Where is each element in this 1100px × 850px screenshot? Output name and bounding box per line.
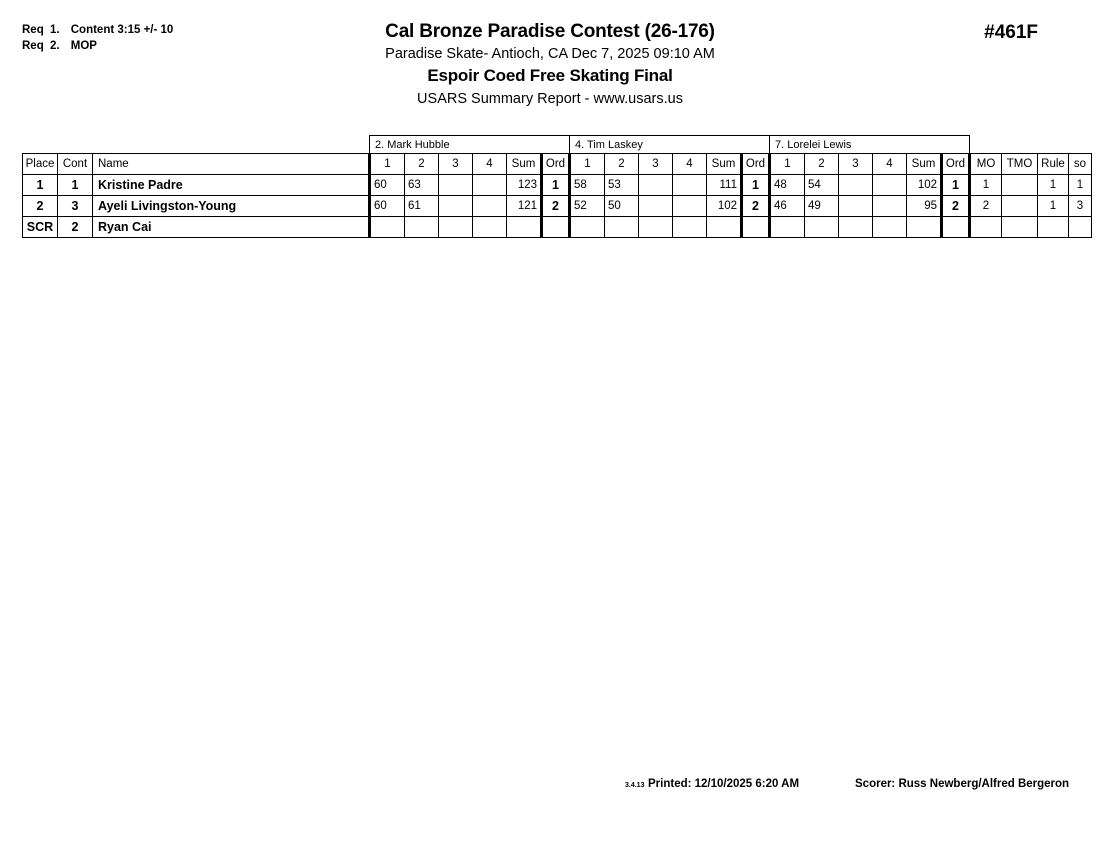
header-j1-mark-3: 3 [439,154,473,175]
cell-j1-mark-2: 61 [405,196,439,217]
cell-tmo [1002,175,1038,196]
cell-j2-mark-1 [570,217,605,238]
judge-name-2: 4. Tim Laskey [570,136,770,154]
cell-j3-mark-1 [770,217,805,238]
cell-so: 3 [1069,196,1092,217]
header-j2-mark-2: 2 [605,154,639,175]
cell-j3-mark-3 [839,217,873,238]
cell-j3-mark-3 [839,175,873,196]
spacer-cell [970,136,1002,154]
cell-mo: 2 [970,196,1002,217]
table-row [23,196,1092,217]
cell-rule: 1 [1038,196,1069,217]
header-place: Place [23,154,58,175]
header-rule: Rule [1038,154,1069,175]
requirement-number: 2. [49,40,60,52]
cell-j2-ord: 1 [742,175,770,196]
header-j1-sum: Sum [507,154,542,175]
cell-j3-mark-1: 46 [770,196,805,217]
cell-j3-sum [907,217,942,238]
spacer-cell [1002,136,1038,154]
document-header [0,20,1100,110]
judge-header-row [23,136,1092,154]
cell-j1-mark-4 [473,196,507,217]
header-j3-sum: Sum [907,154,942,175]
header-j1-mark-4: 4 [473,154,507,175]
header-j3-mark-3: 3 [839,154,873,175]
header-cont: Cont [58,154,93,175]
cell-j3-ord: 1 [942,175,970,196]
cell-j3-mark-2 [805,217,839,238]
document-id: #461F [984,22,1038,43]
header-j3-ord: Ord [942,154,970,175]
cell-j2-ord [742,217,770,238]
cell-j1-mark-1 [370,217,405,238]
cell-j2-sum: 102 [707,196,742,217]
cell-j1-mark-3 [439,217,473,238]
cell-j3-mark-2: 49 [805,196,839,217]
header-j2-ord: Ord [742,154,770,175]
cell-j1-mark-1: 60 [370,175,405,196]
contest-title: Cal Bronze Paradise Contest (26-176) [385,21,715,42]
cell-j2-mark-1: 52 [570,196,605,217]
cell-j1-ord: 1 [542,175,570,196]
cell-j3-mark-3 [839,196,873,217]
cell-j1-mark-4 [473,175,507,196]
judge-name-1: 2. Mark Hubble [370,136,570,154]
cell-j3-sum: 95 [907,196,942,217]
header-j3-mark-4: 4 [873,154,907,175]
header-j2-mark-1: 1 [570,154,605,175]
judge-name-3: 7. Lorelei Lewis [770,136,970,154]
cell-j2-mark-2 [605,217,639,238]
cell-mo [970,217,1002,238]
cell-place: 2 [23,196,58,217]
column-header-row [23,154,1092,175]
header-name: Name [93,154,370,175]
cell-rule [1038,217,1069,238]
cell-j3-sum: 102 [907,175,942,196]
cell-j2-mark-2: 53 [605,175,639,196]
header-j2-mark-3: 3 [639,154,673,175]
header-j1-ord: Ord [542,154,570,175]
cell-j1-mark-3 [439,196,473,217]
header-j1-mark-1: 1 [370,154,405,175]
cell-cont: 1 [58,175,93,196]
cell-mo: 1 [970,175,1002,196]
cell-j2-mark-2: 50 [605,196,639,217]
cell-j1-mark-4 [473,217,507,238]
cell-j2-sum [707,217,742,238]
cell-j1-sum: 121 [507,196,542,217]
cell-j3-mark-1: 48 [770,175,805,196]
cell-j1-ord [542,217,570,238]
header-j3-mark-2: 2 [805,154,839,175]
results-table [22,135,1092,238]
cell-name: Ryan Cai [93,217,370,238]
cell-j1-mark-2 [405,217,439,238]
cell-tmo [1002,196,1038,217]
table-row [23,217,1092,238]
cell-j3-mark-4 [873,196,907,217]
cell-j3-mark-4 [873,175,907,196]
header-mo: MO [970,154,1002,175]
requirement-label: Req [22,24,44,36]
cell-j3-mark-2: 54 [805,175,839,196]
table-row [23,175,1092,196]
cell-j2-mark-3 [639,175,673,196]
cell-j2-mark-4 [673,196,707,217]
cell-place: SCR [23,217,58,238]
spacer-cell [93,136,370,154]
cell-j2-sum: 111 [707,175,742,196]
header-j2-mark-4: 4 [673,154,707,175]
cell-j1-mark-1: 60 [370,196,405,217]
spacer-cell [23,136,58,154]
spacer-cell [1038,136,1069,154]
report-subtitle: USARS Summary Report - www.usars.us [417,91,683,107]
requirement-text: MOP [70,40,97,52]
requirement-label: Req [22,40,44,52]
cell-cont: 2 [58,217,93,238]
spacer-cell [58,136,93,154]
scorer-text: Scorer: Russ Newberg/Alfred Bergeron [855,778,1070,790]
requirement-text: Content 3:15 +/- 10 [70,24,174,36]
cell-so [1069,217,1092,238]
cell-j2-ord: 2 [742,196,770,217]
header-j2-sum: Sum [707,154,742,175]
cell-place: 1 [23,175,58,196]
cell-rule: 1 [1038,175,1069,196]
cell-j1-mark-2: 63 [405,175,439,196]
cell-j1-sum [507,217,542,238]
printed-text: Printed: 12/10/2025 6:20 AM [648,778,800,790]
venue-datetime: Paradise Skate- Antioch, CA Dec 7, 2025 09:10 AM [385,46,715,62]
cell-so: 1 [1069,175,1092,196]
cell-j2-mark-3 [639,217,673,238]
cell-j1-sum: 123 [507,175,542,196]
cell-tmo [1002,217,1038,238]
header-so: so [1069,154,1092,175]
cell-name: Ayeli Livingston-Young [93,196,370,217]
cell-cont: 3 [58,196,93,217]
cell-j1-mark-3 [439,175,473,196]
header-j3-mark-1: 1 [770,154,805,175]
results-table-wrapper [22,135,1092,238]
cell-j1-ord: 2 [542,196,570,217]
version-text: 3.4.13 [625,782,645,789]
header-tmo: TMO [1002,154,1038,175]
cell-j2-mark-4 [673,217,707,238]
cell-j3-mark-4 [873,217,907,238]
header-j1-mark-2: 2 [405,154,439,175]
event-title: Espoir Coed Free Skating Final [427,66,673,85]
cell-j2-mark-4 [673,175,707,196]
spacer-cell [1069,136,1092,154]
cell-j2-mark-1: 58 [570,175,605,196]
cell-name: Kristine Padre [93,175,370,196]
requirement-number: 1. [49,24,60,36]
cell-j3-ord: 2 [942,196,970,217]
cell-j3-ord [942,217,970,238]
cell-j2-mark-3 [639,196,673,217]
